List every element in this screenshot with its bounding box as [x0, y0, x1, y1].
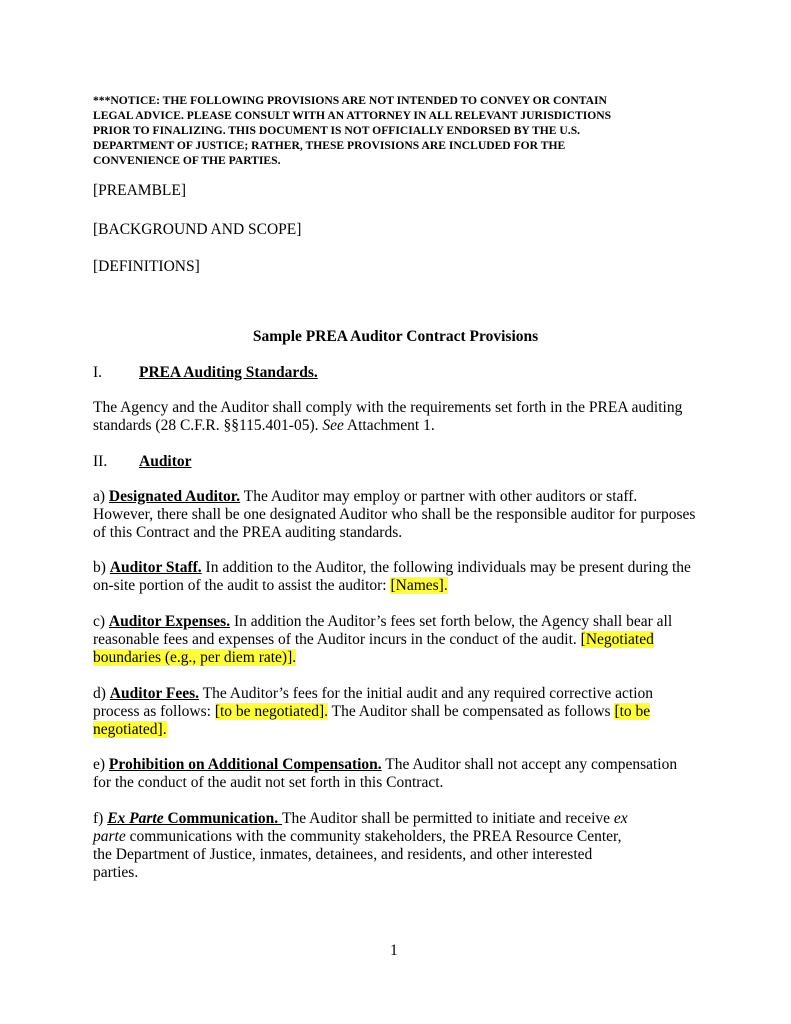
highlighted-placeholder: [Names].: [390, 577, 448, 594]
item-prefix: c): [93, 613, 109, 630]
text-line: [93, 559, 705, 577]
parte-italic: parte: [93, 828, 126, 845]
text-line: [93, 649, 705, 667]
text-line: [93, 613, 705, 631]
highlighted-placeholder: [to be negotiated].: [214, 703, 329, 720]
notice-line: PRIOR TO FINALIZING. THIS DOCUMENT IS NOT OFFICIALLY ENDORSED BY THE U.S.: [93, 124, 581, 137]
section-label: Auditor: [139, 453, 192, 470]
item-lead: Auditor Staff.: [109, 559, 202, 576]
item-a-designated-auditor: [93, 488, 705, 542]
text-line: The Agency and the Auditor shall comply with the requirements set forth in the PREA auditing: [93, 399, 683, 416]
item-prefix: b): [93, 559, 110, 576]
notice-line: ***NOTICE: THE FOLLOWING PROVISIONS ARE NOT INTENDED TO CONVEY OR CONTAIN: [93, 94, 607, 107]
section-1-body: [93, 399, 705, 435]
text-line: [93, 631, 705, 649]
background-placeholder: [BACKGROUND AND SCOPE]: [93, 221, 302, 238]
section-1-heading: [93, 364, 318, 382]
legal-notice: [93, 93, 708, 168]
lead-italic: Ex Parte: [107, 810, 164, 827]
highlighted-placeholder: boundaries (e.g., per diem rate)].: [93, 649, 297, 666]
highlighted-placeholder: [to be: [614, 703, 651, 720]
text-span: The Auditor shall not accept any compensation: [381, 756, 678, 773]
text-span: communications with the community stakeholders, the PREA Resource Center,: [125, 828, 622, 845]
text-span: process as follows:: [93, 703, 215, 720]
text-line: parties.: [93, 864, 139, 881]
item-lead: Prohibition on Additional Compensation.: [108, 756, 382, 773]
text-span: In addition to the Auditor, the following individuals may be present during the: [201, 559, 691, 576]
highlighted-placeholder: [Negotiated: [580, 631, 654, 648]
text-line: [93, 703, 705, 721]
text-line: for the conduct of the audit not set forth in this Contract.: [93, 774, 444, 791]
notice-line: LEGAL ADVICE. PLEASE CONSULT WITH AN ATTORNEY IN ALL RELEVANT JURISDICTIONS: [93, 109, 612, 122]
text-line: However, there shall be one designated Auditor who shall be the responsible auditor for purposes: [93, 506, 696, 523]
item-prefix: d): [93, 685, 110, 702]
item-prefix: a): [93, 488, 109, 505]
ex-italic: ex: [613, 810, 628, 827]
item-lead: Auditor Expenses.: [108, 613, 231, 630]
text-line: of this Contract and the PREA auditing standards.: [93, 524, 403, 541]
text-span: reasonable fees and expenses of the Auditor incurs in the conduct of the audit.: [93, 631, 581, 648]
text-line: [93, 810, 705, 828]
item-lead: [107, 810, 282, 827]
item-prefix: e): [93, 756, 109, 773]
text-line: [93, 721, 705, 739]
text-span: In addition the Auditor’s fees set forth below, the Agency shall bear all: [230, 613, 673, 630]
text-span: The Auditor shall be compensated as follows: [328, 703, 615, 720]
text-line: [93, 828, 705, 846]
text-line: [93, 417, 705, 435]
section-number: II.: [93, 453, 108, 470]
see-italic: See: [322, 417, 344, 434]
text-span: The Auditor’s fees for the initial audit and any required corrective action: [199, 685, 653, 702]
notice-line: DEPARTMENT OF JUSTICE; RATHER, THESE PROVISIONS ARE INCLUDED FOR THE: [93, 139, 566, 152]
item-prefix: f): [93, 810, 108, 827]
text-span: Attachment 1.: [343, 417, 435, 434]
item-lead: Designated Auditor.: [108, 488, 241, 505]
item-lead: Auditor Fees.: [109, 685, 200, 702]
document-title: Sample PREA Auditor Contract Provisions: [252, 328, 539, 345]
lead-rest: Communication.: [163, 810, 283, 827]
definitions-placeholder: [DEFINITIONS]: [93, 258, 200, 275]
text-line: the Department of Justice, inmates, detainees, and residents, and other interested: [93, 846, 593, 863]
item-d-auditor-fees: [93, 685, 705, 739]
item-f-ex-parte: [93, 810, 705, 882]
notice-line: CONVENIENCE OF THE PARTIES.: [93, 154, 281, 167]
text-span: on-site portion of the audit to assist the auditor:: [93, 577, 391, 594]
item-e-prohibition: [93, 756, 705, 792]
text-line: [93, 756, 705, 774]
item-c-auditor-expenses: [93, 613, 705, 667]
section-number: I.: [93, 364, 103, 381]
text-line: [93, 488, 705, 506]
text-line: [93, 685, 705, 703]
section-label: PREA Auditing Standards.: [139, 364, 318, 381]
text-line: [93, 577, 705, 595]
text-span: The Auditor shall be permitted to initiate and receive: [282, 810, 614, 827]
page-number: 1: [390, 942, 398, 959]
text-span: standards (28 C.F.R. §§115.401-05).: [93, 417, 323, 434]
item-b-auditor-staff: [93, 559, 705, 595]
highlighted-placeholder: negotiated].: [93, 721, 167, 738]
section-2-heading: [93, 453, 192, 471]
text-span: The Auditor may employ or partner with other auditors or staff.: [240, 488, 638, 505]
preamble-placeholder: [PREAMBLE]: [93, 182, 186, 199]
